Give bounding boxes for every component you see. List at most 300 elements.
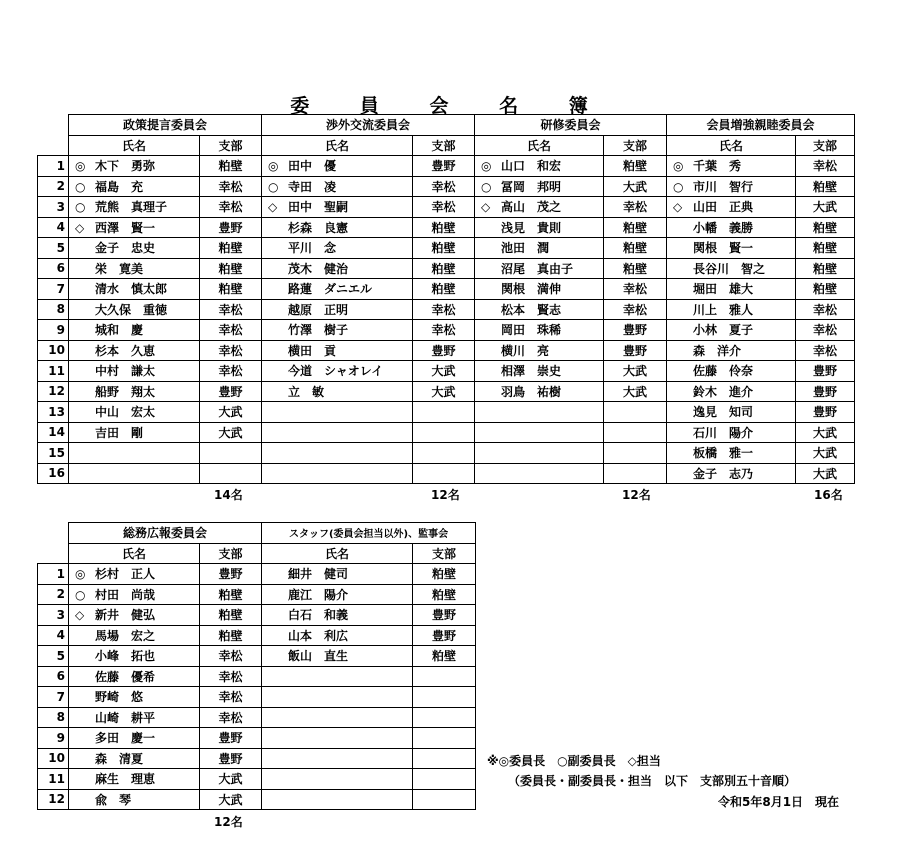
role-mark: ○ — [268, 179, 279, 194]
branch-column-header: 支部 — [200, 543, 262, 564]
committee-count: 16名 — [814, 488, 843, 502]
member-name: 麻生 理恵 — [95, 772, 156, 787]
member-branch: 大武 — [604, 361, 667, 382]
page-title: 委 員 会 名 簿 — [290, 95, 610, 117]
member-branch: 粕壁 — [413, 217, 475, 238]
member-name-cell — [475, 361, 604, 382]
member-name-cell — [475, 402, 604, 423]
member-name-cell — [69, 646, 200, 667]
member-branch: 粕壁 — [604, 238, 667, 259]
member-branch — [413, 687, 476, 708]
row-number: 1 — [38, 156, 69, 177]
member-name-cell — [475, 340, 604, 361]
member-branch — [604, 422, 667, 443]
committee-name-row — [38, 523, 476, 544]
member-name: 兪 琴 — [95, 792, 132, 807]
member-name: 村田 尚哉 — [95, 587, 156, 602]
member-branch: 粕壁 — [200, 279, 262, 300]
member-branch: 豊野 — [200, 728, 262, 749]
member-name: 木下 勇弥 — [95, 159, 156, 174]
table-row — [38, 666, 476, 687]
table-row — [38, 320, 855, 341]
member-name-cell — [667, 381, 796, 402]
row-number: 10 — [38, 340, 69, 361]
committee-count: 12名 — [622, 488, 651, 502]
committee-name: 研修委員会 — [475, 115, 667, 136]
member-name-cell — [69, 217, 200, 238]
member-name-cell — [667, 258, 796, 279]
member-name-cell — [69, 381, 200, 402]
member-branch: 幸松 — [200, 687, 262, 708]
member-branch: 粕壁 — [413, 258, 475, 279]
member-branch — [413, 769, 476, 790]
row-number: 8 — [38, 707, 69, 728]
member-name: 杉本 久恵 — [95, 343, 156, 358]
role-mark: ◎ — [481, 159, 492, 174]
member-branch: 大武 — [604, 176, 667, 197]
table-row — [38, 687, 476, 708]
member-name: 山口 和宏 — [501, 159, 562, 174]
name-column-header: 氏名 — [667, 135, 796, 156]
member-name-cell — [262, 605, 413, 626]
branch-column-header: 支部 — [796, 135, 855, 156]
member-branch: 豊野 — [413, 605, 476, 626]
member-branch: 幸松 — [200, 646, 262, 667]
member-name-cell — [69, 156, 200, 177]
role-mark: ◎ — [268, 159, 279, 174]
row-number: 13 — [38, 402, 69, 423]
member-name-cell — [667, 361, 796, 382]
member-name-cell — [475, 463, 604, 484]
member-name: 吉田 剛 — [95, 425, 144, 440]
member-branch — [200, 443, 262, 464]
member-name-cell — [69, 340, 200, 361]
member-name-cell — [667, 217, 796, 238]
member-name: 森 洋介 — [693, 343, 742, 358]
member-name-cell — [69, 748, 200, 769]
member-name: 平川 念 — [288, 241, 337, 256]
member-branch — [413, 728, 476, 749]
member-branch: 大武 — [200, 769, 262, 790]
member-name-cell — [667, 197, 796, 218]
member-branch: 大武 — [796, 422, 855, 443]
member-name: 山本 利広 — [288, 628, 349, 643]
role-mark: ◎ — [673, 159, 684, 174]
member-branch: 粕壁 — [200, 156, 262, 177]
member-name-cell — [262, 564, 413, 585]
member-branch: 粕壁 — [200, 238, 262, 259]
member-name: 高山 茂之 — [501, 200, 562, 215]
date-note: 令和5年8月1日 現在 — [718, 795, 840, 809]
member-branch: 大武 — [413, 361, 475, 382]
member-branch: 豊野 — [200, 381, 262, 402]
member-name-cell — [667, 279, 796, 300]
member-name-cell — [262, 340, 413, 361]
table-row — [38, 728, 476, 749]
member-branch: 幸松 — [796, 299, 855, 320]
member-branch — [604, 463, 667, 484]
member-name: 鈴木 進介 — [693, 384, 754, 399]
member-branch: 豊野 — [796, 381, 855, 402]
member-name: 田中 優 — [288, 159, 337, 174]
branch-column-header: 支部 — [413, 135, 475, 156]
member-name: 逸見 知司 — [693, 405, 754, 420]
member-name-cell — [69, 463, 200, 484]
member-name-cell — [262, 156, 413, 177]
table-row — [38, 156, 855, 177]
member-branch: 幸松 — [200, 361, 262, 382]
member-name-cell — [475, 176, 604, 197]
member-name: 清水 慎太郎 — [95, 282, 168, 297]
table-row — [38, 340, 855, 361]
member-branch: 幸松 — [200, 176, 262, 197]
member-branch: 豊野 — [200, 217, 262, 238]
member-name: 山崎 耕平 — [95, 710, 156, 725]
row-number: 8 — [38, 299, 69, 320]
row-number: 1 — [38, 564, 69, 585]
member-branch: 大武 — [200, 402, 262, 423]
member-name-cell — [262, 748, 413, 769]
committee-name-row — [38, 115, 855, 136]
member-name: 中村 謙太 — [95, 364, 156, 379]
committee-name: 政策提言委員会 — [69, 115, 262, 136]
member-branch: 幸松 — [413, 176, 475, 197]
table-row — [38, 381, 855, 402]
member-branch: 幸松 — [200, 320, 262, 341]
member-branch — [413, 748, 476, 769]
member-name-cell — [262, 769, 413, 790]
member-name: 大久保 重徳 — [95, 302, 168, 317]
member-branch: 幸松 — [796, 156, 855, 177]
role-mark: ◇ — [268, 200, 278, 215]
corner-blank — [38, 543, 69, 564]
name-column-header: 氏名 — [262, 543, 413, 564]
member-name: 船野 翔太 — [95, 384, 156, 399]
row-number: 9 — [38, 728, 69, 749]
name-column-header: 氏名 — [69, 135, 200, 156]
member-name-cell — [69, 789, 200, 810]
member-branch: 豊野 — [200, 564, 262, 585]
table-row — [38, 238, 855, 259]
member-branch: 大武 — [413, 381, 475, 402]
member-branch: 幸松 — [200, 340, 262, 361]
member-name: 福島 充 — [95, 179, 144, 194]
role-mark: ◇ — [75, 220, 85, 235]
member-branch: 粕壁 — [200, 258, 262, 279]
member-branch — [413, 789, 476, 810]
committee-name: 会員増強親睦委員会 — [667, 115, 855, 136]
member-name: 金子 志乃 — [693, 466, 754, 481]
member-name-cell — [667, 443, 796, 464]
member-branch — [200, 463, 262, 484]
committee-name: 総務広報委員会 — [69, 523, 262, 544]
member-name-cell — [69, 707, 200, 728]
member-name-cell — [475, 443, 604, 464]
row-number: 12 — [38, 381, 69, 402]
member-branch: 粕壁 — [413, 646, 476, 667]
member-name-cell — [69, 361, 200, 382]
row-number: 7 — [38, 279, 69, 300]
row-number: 4 — [38, 217, 69, 238]
member-branch: 豊野 — [796, 402, 855, 423]
member-name-cell — [667, 156, 796, 177]
member-name-cell — [262, 625, 413, 646]
member-name: 池田 潤 — [501, 241, 550, 256]
member-name-cell — [69, 238, 200, 259]
table-row — [38, 625, 476, 646]
member-branch: 幸松 — [796, 320, 855, 341]
row-number: 15 — [38, 443, 69, 464]
table-row — [38, 361, 855, 382]
member-name: 城和 慶 — [95, 323, 144, 338]
table-row — [38, 279, 855, 300]
member-name-cell — [262, 381, 413, 402]
member-name-cell — [69, 605, 200, 626]
member-branch: 粕壁 — [200, 625, 262, 646]
member-branch — [604, 402, 667, 423]
member-branch: 幸松 — [604, 299, 667, 320]
corner-blank — [38, 115, 69, 136]
member-name-cell — [262, 361, 413, 382]
member-branch: 粕壁 — [200, 605, 262, 626]
member-name: 岡田 珠稀 — [501, 323, 562, 338]
member-name-cell — [69, 320, 200, 341]
member-branch: 大武 — [200, 789, 262, 810]
member-branch: 粕壁 — [796, 217, 855, 238]
member-name-cell — [475, 299, 604, 320]
member-name-cell — [69, 176, 200, 197]
member-name-cell — [262, 197, 413, 218]
role-mark: ○ — [75, 200, 86, 215]
member-name-cell — [69, 402, 200, 423]
table-row — [38, 646, 476, 667]
member-name-cell — [667, 422, 796, 443]
member-name-cell — [475, 422, 604, 443]
member-name: 小峰 拓也 — [95, 649, 156, 664]
member-name: 市川 智行 — [693, 179, 754, 194]
member-name: 石川 陽介 — [693, 425, 754, 440]
branch-column-header: 支部 — [200, 135, 262, 156]
member-branch: 大武 — [200, 422, 262, 443]
member-name: 寺田 凌 — [288, 179, 337, 194]
member-name-cell — [262, 299, 413, 320]
column-header-row — [38, 543, 476, 564]
role-mark: ◎ — [75, 159, 86, 174]
member-branch: 粕壁 — [604, 156, 667, 177]
member-branch: 幸松 — [796, 340, 855, 361]
committee-table-bottom — [37, 522, 476, 810]
member-branch: 粕壁 — [796, 176, 855, 197]
member-name: 羽鳥 祐樹 — [501, 384, 562, 399]
member-name-cell — [262, 443, 413, 464]
member-name-cell — [667, 340, 796, 361]
row-number: 6 — [38, 258, 69, 279]
member-name-cell — [475, 156, 604, 177]
member-name: 杉村 正人 — [95, 567, 156, 582]
column-header-row — [38, 135, 855, 156]
member-name: 山田 正典 — [693, 200, 754, 215]
member-branch: 粕壁 — [413, 584, 476, 605]
member-name: 相澤 崇史 — [501, 364, 562, 379]
table-row — [38, 605, 476, 626]
member-branch: 幸松 — [604, 279, 667, 300]
member-name: 中山 宏太 — [95, 405, 156, 420]
role-mark: ○ — [75, 179, 86, 194]
member-name-cell — [262, 666, 413, 687]
member-name: 田中 聖嗣 — [288, 200, 349, 215]
member-name: 冨岡 邦明 — [501, 179, 562, 194]
role-mark: ◇ — [673, 200, 683, 215]
table-row — [38, 463, 855, 484]
member-branch: 豊野 — [200, 748, 262, 769]
member-name-cell — [475, 197, 604, 218]
member-name: 野崎 悠 — [95, 690, 144, 705]
member-branch: 豊野 — [413, 156, 475, 177]
member-branch: 大武 — [604, 381, 667, 402]
legend-note: ※◎委員長 ○副委員長 ◇担当 — [487, 754, 661, 768]
member-name-cell — [475, 381, 604, 402]
role-mark: ○ — [673, 179, 684, 194]
member-branch: 豊野 — [604, 340, 667, 361]
order-note: （委員長・副委員長・担当 以下 支部別五十音順） — [508, 774, 797, 788]
member-name-cell — [262, 687, 413, 708]
member-name: 沼尾 真由子 — [501, 261, 574, 276]
table-row — [38, 748, 476, 769]
member-name: 千葉 秀 — [693, 159, 742, 174]
row-number: 2 — [38, 584, 69, 605]
member-name-cell — [262, 176, 413, 197]
member-name-cell — [69, 728, 200, 749]
member-branch: 豊野 — [413, 625, 476, 646]
table-row — [38, 443, 855, 464]
member-name: 竹澤 樹子 — [288, 323, 349, 338]
table-row — [38, 769, 476, 790]
row-number: 12 — [38, 789, 69, 810]
row-number: 6 — [38, 666, 69, 687]
member-name-cell — [475, 238, 604, 259]
member-name-cell — [69, 197, 200, 218]
member-name: 路蓮 ダニエル — [288, 282, 373, 297]
table-row — [38, 564, 476, 585]
member-name-cell — [69, 422, 200, 443]
member-name-cell — [69, 584, 200, 605]
member-name-cell — [69, 625, 200, 646]
member-name-cell — [262, 238, 413, 259]
row-number: 9 — [38, 320, 69, 341]
member-name-cell — [69, 666, 200, 687]
committee-table-top — [37, 114, 855, 484]
member-name: 佐藤 優希 — [95, 669, 156, 684]
member-name: 荒熊 真理子 — [95, 200, 168, 215]
member-name: 堀田 雄大 — [693, 282, 754, 297]
member-branch: 粕壁 — [413, 279, 475, 300]
member-branch: 粕壁 — [796, 258, 855, 279]
member-branch: 粕壁 — [796, 238, 855, 259]
member-name-cell — [475, 217, 604, 238]
member-branch — [413, 707, 476, 728]
member-name: 栄 寛美 — [95, 261, 144, 276]
row-number: 7 — [38, 687, 69, 708]
member-branch: 粕壁 — [413, 238, 475, 259]
member-branch: 幸松 — [200, 197, 262, 218]
member-branch — [413, 463, 475, 484]
member-name: 茂木 健治 — [288, 261, 349, 276]
member-branch: 大武 — [796, 463, 855, 484]
member-name-cell — [69, 299, 200, 320]
member-name-cell — [69, 443, 200, 464]
member-name: 長谷川 智之 — [693, 261, 766, 276]
corner-blank — [38, 523, 69, 544]
member-name: 新井 健弘 — [95, 608, 156, 623]
branch-column-header: 支部 — [604, 135, 667, 156]
row-number: 3 — [38, 197, 69, 218]
member-name: 鹿江 陽介 — [288, 587, 349, 602]
role-mark: ◇ — [75, 608, 85, 623]
member-name-cell — [69, 258, 200, 279]
member-name-cell — [69, 687, 200, 708]
committee-name: 渉外交流委員会 — [262, 115, 475, 136]
table-row — [38, 707, 476, 728]
member-branch: 大武 — [796, 197, 855, 218]
member-name: 細井 健司 — [288, 567, 349, 582]
member-branch: 粕壁 — [604, 258, 667, 279]
name-column-header: 氏名 — [262, 135, 413, 156]
member-name-cell — [667, 299, 796, 320]
member-name-cell — [262, 422, 413, 443]
row-number: 5 — [38, 238, 69, 259]
member-branch: 粕壁 — [796, 279, 855, 300]
member-branch: 幸松 — [413, 299, 475, 320]
member-name: 立 敏 — [288, 384, 325, 399]
member-branch: 粕壁 — [413, 564, 476, 585]
member-name: 西澤 賢一 — [95, 220, 156, 235]
member-name: 横田 貢 — [288, 343, 337, 358]
table-row — [38, 197, 855, 218]
member-name-cell — [475, 258, 604, 279]
member-branch: 大武 — [796, 443, 855, 464]
member-name: 金子 忠史 — [95, 241, 156, 256]
member-name: 関根 満伸 — [501, 282, 562, 297]
member-name: 白石 和義 — [288, 608, 349, 623]
member-name-cell — [262, 707, 413, 728]
member-name-cell — [262, 463, 413, 484]
member-name-cell — [667, 463, 796, 484]
member-name: 杉森 良憲 — [288, 220, 349, 235]
table-row — [38, 584, 476, 605]
member-name: 川上 雅人 — [693, 302, 754, 317]
table-row — [38, 176, 855, 197]
member-branch — [604, 443, 667, 464]
member-name: 横川 亮 — [501, 343, 550, 358]
member-name-cell — [262, 646, 413, 667]
member-branch: 幸松 — [413, 320, 475, 341]
member-branch: 幸松 — [413, 197, 475, 218]
row-number: 10 — [38, 748, 69, 769]
table-row — [38, 299, 855, 320]
member-branch — [413, 666, 476, 687]
row-number: 4 — [38, 625, 69, 646]
member-name-cell — [262, 217, 413, 238]
member-name: 馬場 宏之 — [95, 628, 156, 643]
member-name-cell — [69, 279, 200, 300]
member-name-cell — [475, 279, 604, 300]
member-name: 小林 夏子 — [693, 323, 754, 338]
member-name: 越原 正明 — [288, 302, 349, 317]
member-name: 板橋 雅一 — [693, 446, 754, 461]
member-name: 関根 賢一 — [693, 241, 754, 256]
row-number: 3 — [38, 605, 69, 626]
member-name: 小幡 義勝 — [693, 220, 754, 235]
